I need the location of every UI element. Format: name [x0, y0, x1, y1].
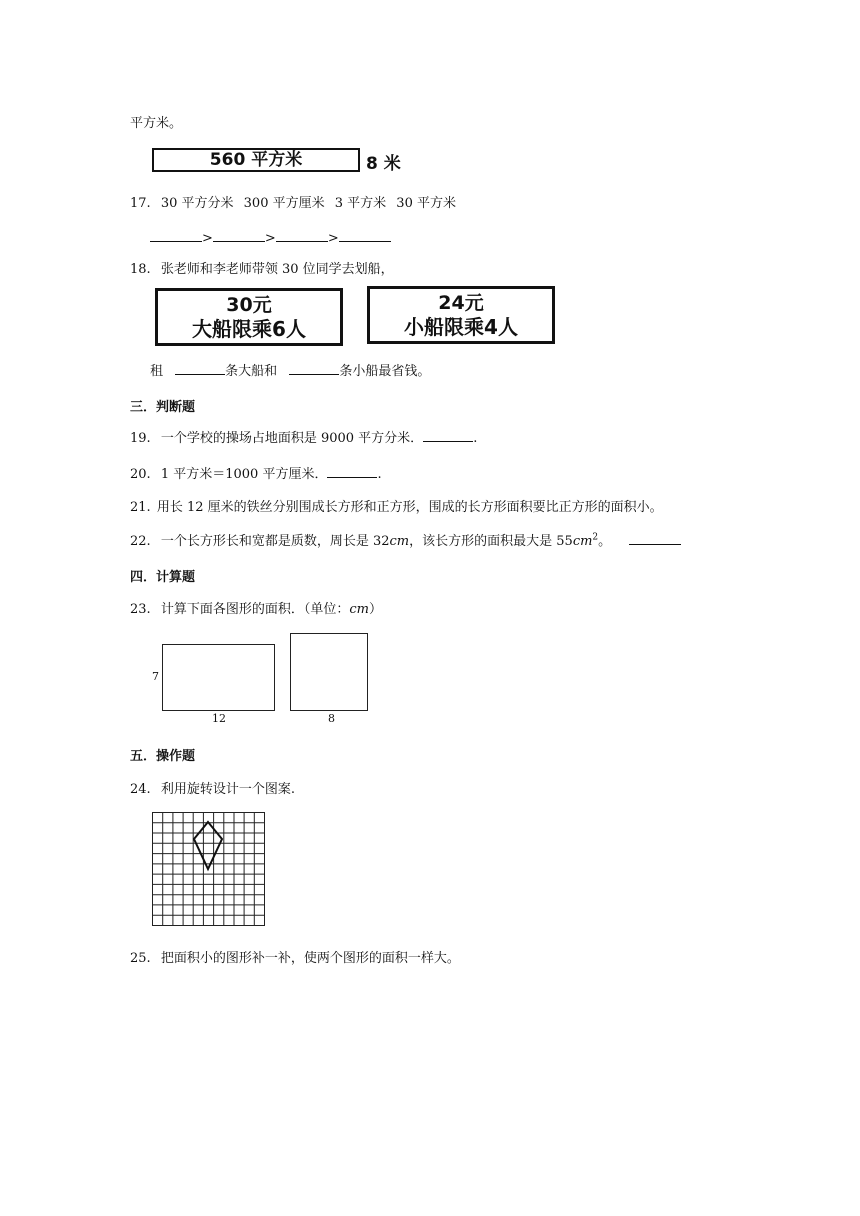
- q18-big-boat-sign: [155, 288, 343, 346]
- q18-text: 张老师和李老师带领 30 位同学去划船，: [160, 262, 394, 277]
- q23-text-a: 计算下面各图形的面积．（单位：: [160, 602, 350, 617]
- q17-blank-1[interactable]: [150, 228, 202, 242]
- q23-rect-width-label: 12: [212, 712, 226, 725]
- q21-line: [130, 496, 663, 515]
- q17-item-3: 3 平方米: [334, 196, 387, 211]
- q21-number: 21.: [130, 500, 151, 515]
- q18-blank-small[interactable]: [289, 361, 339, 375]
- q22-sup: 2: [592, 532, 599, 543]
- q23-rectangle: [162, 644, 275, 711]
- section-3-heading: 三．判断题: [130, 400, 196, 415]
- q17-gt-2: >: [264, 231, 276, 246]
- q18-big-boat-rule: 大船限乘6人: [192, 317, 306, 341]
- section-5-heading: 五．操作题: [130, 749, 196, 764]
- q23-rect-height-label: 7: [152, 670, 159, 683]
- q24-kite-shape: [194, 822, 222, 869]
- q22-unit-1: cm: [389, 534, 410, 549]
- q16-area-box: [152, 148, 360, 172]
- q17-item-1: 30 平方分米: [160, 196, 234, 211]
- q23-square: [290, 633, 368, 711]
- q17-number: 17.: [130, 196, 151, 211]
- q17-gt-3: >: [327, 231, 339, 246]
- q18-blank-big[interactable]: [175, 361, 225, 375]
- q23-number: 23.: [130, 602, 151, 617]
- q17-line: [130, 192, 456, 211]
- q16-tail-text: 平方米。: [130, 116, 183, 131]
- q22-text-b: ，该长方形的面积最大是 55: [409, 534, 573, 549]
- q23-square-side-label: 8: [328, 712, 335, 725]
- q21-text: 用长 12 厘米的铁丝分别围成长方形和正方形，围成的长方形面积要比正方形的面积小。: [156, 500, 663, 515]
- q19-line: [130, 427, 477, 446]
- section-4-heading: 四．计算题: [130, 570, 196, 585]
- q17-blank-3[interactable]: [276, 228, 328, 242]
- q25-number: 25.: [130, 951, 151, 966]
- q23-unit: cm: [349, 602, 369, 617]
- q20-line: [130, 463, 382, 482]
- q20-number: 20.: [130, 467, 151, 482]
- q17-blank-4[interactable]: [339, 228, 391, 242]
- q22-text-a: 一个长方形长和宽都是质数，周长是 32: [160, 534, 390, 549]
- q22-line: [130, 530, 681, 549]
- q18-answer-a: 租: [150, 364, 164, 379]
- q20-blank[interactable]: [327, 464, 377, 478]
- q18-answer-b: 条大船和: [225, 364, 278, 379]
- q25-text: 把面积小的图形补一补，使两个图形的面积一样大。: [160, 951, 460, 966]
- q24-text: 利用旋转设计一个图案.: [160, 782, 295, 797]
- q22-blank[interactable]: [629, 531, 681, 545]
- q17-item-2: 300 平方厘米: [243, 196, 325, 211]
- q22-unit-2: cm: [572, 534, 593, 549]
- q17-gt-1: >: [202, 231, 213, 246]
- q18-number: 18.: [130, 262, 151, 277]
- q18-big-boat-price: 30元: [226, 294, 272, 316]
- q23-text-b: ）: [368, 602, 382, 617]
- q18-small-boat-price: 24元: [438, 292, 484, 314]
- q17-blank-2[interactable]: [213, 228, 265, 242]
- q18-line: [130, 258, 394, 277]
- q25-line: [130, 947, 460, 966]
- q19-number: 19.: [130, 431, 151, 446]
- q20-end: .: [377, 467, 382, 482]
- q19-text: 一个学校的操场占地面积是 9000 平方分米．: [160, 431, 424, 446]
- q22-number: 22.: [130, 534, 151, 549]
- q18-small-boat-sign: [367, 286, 555, 344]
- q24-grid-figure: [150, 812, 266, 927]
- q17-item-4: 30 平方米: [396, 196, 456, 211]
- q18-small-boat-rule: 小船限乘4人: [404, 315, 518, 339]
- q16-area-label: 560 平方米: [209, 150, 303, 170]
- q16-width-label: 8 米: [366, 154, 401, 174]
- q18-answer-line: [150, 360, 430, 379]
- q17-answer-line: [150, 228, 391, 246]
- q18-answer-c: 条小船最省钱。: [339, 364, 431, 379]
- q24-line: [130, 778, 295, 797]
- q23-line: [130, 598, 382, 617]
- q19-blank[interactable]: [423, 428, 473, 442]
- q22-text-c: 。: [598, 534, 612, 549]
- q19-end: .: [473, 431, 478, 446]
- q24-number: 24.: [130, 782, 151, 797]
- q20-text: 1 平方米＝1000 平方厘米．: [160, 467, 328, 482]
